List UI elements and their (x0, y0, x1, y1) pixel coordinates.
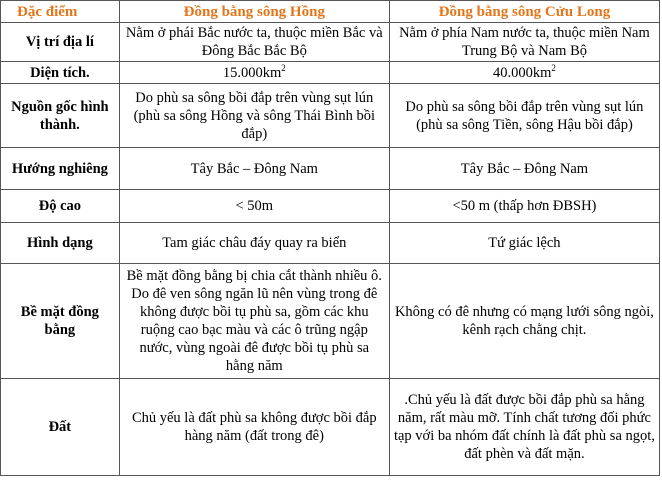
cell-mekong-slope-direction: Tây Bắc – Đông Nam (389, 148, 659, 190)
cell-red-river-soil: Chủ yếu là đất phù sa không được bồi đắp hàng năm (đất trong đê) (119, 379, 389, 476)
row-label-origin: Nguồn gốc hình thành. (1, 84, 120, 148)
cell-mekong-shape: Tứ giác lệch (389, 223, 659, 264)
row-elevation (1, 190, 660, 223)
row-slope-direction (1, 148, 660, 190)
cell-red-river-surface: Bề mặt đồng bằng bị chia cắt thành nhiều ô. Do đê ven sông ngăn lũ nên vùng trong đê không được bồi tụ phù sa, gồm các khu ruộng cao bạc màu và các ô trũng ngập nước, vùng ngoài đê được bồi tụ phù sa hằng năm (119, 264, 389, 379)
header-feature: Đặc điểm (1, 1, 120, 23)
row-label-slope-direction: Hướng nghiêng (1, 148, 120, 190)
row-label-soil: Đất (1, 379, 120, 476)
row-area (1, 62, 660, 84)
cell-red-river-slope-direction: Tây Bắc – Đông Nam (119, 148, 389, 190)
cell-mekong-origin: Do phù sa sông bồi đắp trên vùng sụt lún (phù sa sông Tiền, sông Hậu bồi đắp) (389, 84, 659, 148)
red-river-area-value: 15.000km (222, 64, 282, 81)
header-red-river-delta: Đồng bằng sông Hồng (119, 1, 389, 23)
row-soil (1, 379, 660, 476)
header-row (1, 1, 660, 23)
row-label-location: Vị trí địa lí (1, 23, 120, 62)
cell-red-river-shape: Tam giác châu đáy quay ra biển (119, 223, 389, 264)
cell-red-river-elevation: < 50m (119, 190, 389, 223)
row-origin (1, 84, 660, 148)
mekong-area-value: 40.000km (492, 64, 552, 81)
row-label-shape: Hình dạng (1, 223, 120, 264)
red-river-area-unit-exponent: 2 (281, 62, 286, 73)
cell-mekong-soil: .Chủ yếu là đất được bồi đắp phù sa hằng năm, rất màu mỡ. Tính chất tương đối phức tạp với ba nhóm đất chính là đất phù sa ngọt, đất phèn và đất mặn. (389, 379, 659, 476)
row-surface (1, 264, 660, 379)
row-shape (1, 223, 660, 264)
row-location (1, 23, 660, 62)
cell-mekong-surface: Không có đê nhưng có mạng lưới sông ngòi, kênh rạch chằng chịt. (389, 264, 659, 379)
cell-mekong-location: Nằm ở phía Nam nước ta, thuộc miền Nam Trung Bộ và Nam Bộ (389, 23, 659, 62)
header-mekong-delta: Đồng bằng sông Cửu Long (389, 1, 659, 23)
row-label-elevation: Độ cao (1, 190, 120, 223)
row-label-surface: Bề mặt đồng bằng (1, 264, 120, 379)
cell-red-river-origin: Do phù sa sông bồi đắp trên vùng sụt lún (phù sa sông Hồng và sông Thái Bình bồi đắp) (119, 84, 389, 148)
cell-red-river-area (119, 62, 389, 84)
cell-mekong-area (389, 62, 659, 84)
cell-mekong-elevation: <50 m (thấp hơn ĐBSH) (389, 190, 659, 223)
row-label-area: Diện tích. (1, 62, 120, 84)
cell-red-river-location: Nằm ở phái Bắc nước ta, thuộc miền Bắc và Đông Bắc Bắc Bộ (119, 23, 389, 62)
mekong-area-unit-exponent: 2 (551, 62, 556, 73)
